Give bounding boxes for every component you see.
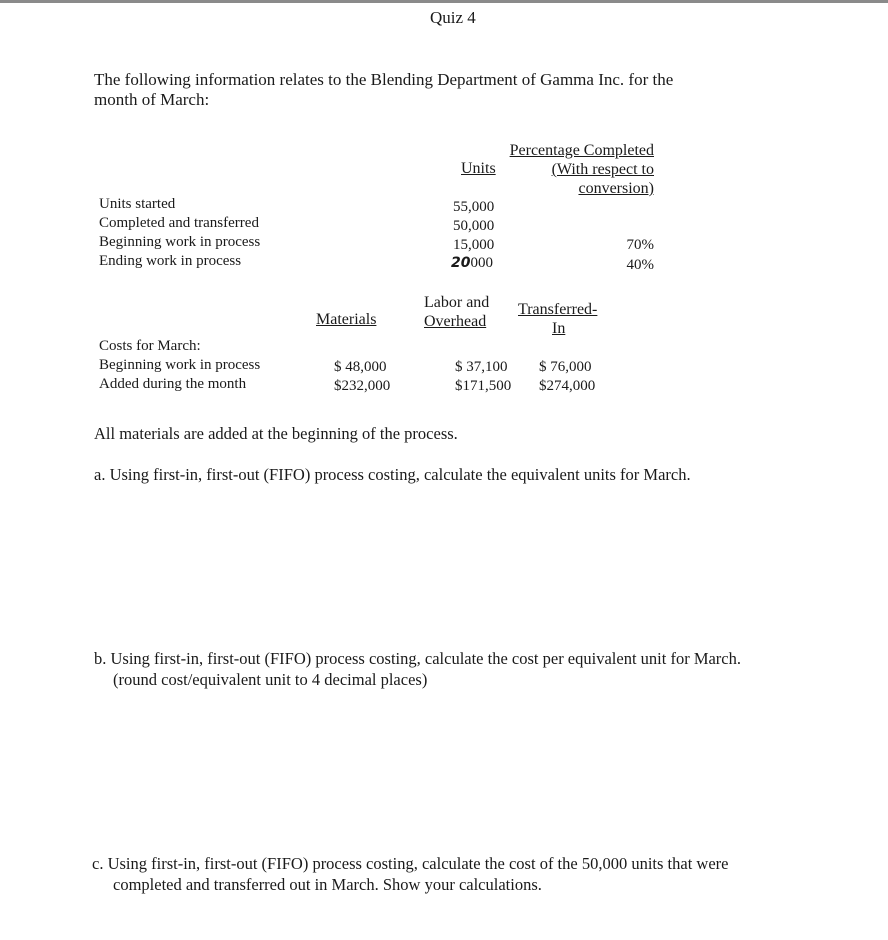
transferred-added-value: $274,000 [539, 378, 596, 394]
top-border [0, 0, 888, 3]
row-label-beginning-wip: Beginning work in process [99, 234, 261, 250]
transferred-header-line-2: In [552, 320, 566, 337]
pct-beginning-wip-value: 70% [626, 237, 654, 253]
handwritten-digits: 20 [451, 255, 471, 271]
cost-row-label-beginning-wip: Beginning work in process [99, 357, 261, 373]
question-a: a. Using first-in, first-out (FIFO) process costing, calculate the equivalent units for March. [94, 465, 691, 484]
labor-header-line-1: Labor and [424, 294, 490, 311]
materials-column-header: Materials [316, 311, 377, 328]
pct-ending-wip-value: 40% [626, 257, 654, 273]
labor-beginning-value: $ 37,100 [455, 359, 508, 375]
transferred-beginning-value: $ 76,000 [539, 359, 592, 375]
labor-added-value: $171,500 [455, 378, 512, 394]
row-label-completed: Completed and transferred [99, 215, 259, 231]
pct-header-line-2: (With respect to [551, 161, 654, 178]
units-completed-value: 50,000 [453, 218, 495, 234]
printed-digits: 000 [470, 255, 493, 271]
intro-line-1: The following information relates to the Blending Department of Gamma Inc. for the [94, 70, 674, 89]
costs-section-label: Costs for March: [99, 338, 201, 354]
transferred-header-line-1: Transferred- [518, 301, 598, 318]
question-b-line-2: (round cost/equivalent unit to 4 decimal places) [113, 670, 428, 689]
intro-paragraph [94, 70, 673, 110]
units-column-header: Units [461, 160, 496, 177]
question-b-line-1: b. Using first-in, first-out (FIFO) process costing, calculate the cost per equivalent unit for March. [94, 649, 742, 668]
units-started-value: 55,000 [453, 199, 495, 215]
units-ending-wip-value [451, 254, 493, 273]
materials-note: All materials are added at the beginning of the process. [94, 424, 458, 443]
pct-header-line-3: conversion) [578, 180, 654, 197]
question-c-line-2: completed and transferred out in March. Show your calculations. [113, 875, 542, 894]
labor-header-line-2: Overhead [424, 313, 487, 330]
pct-header-line-1: Percentage Completed [509, 142, 654, 159]
materials-added-value: $232,000 [334, 378, 391, 394]
cost-row-label-added: Added during the month [99, 376, 247, 392]
units-beginning-wip-value: 15,000 [453, 237, 495, 253]
intro-line-2: month of March: [94, 90, 210, 109]
row-label-ending-wip: Ending work in process [99, 253, 242, 269]
row-label-units-started: Units started [99, 196, 176, 212]
page-title: Quiz 4 [430, 8, 476, 27]
materials-beginning-value: $ 48,000 [334, 359, 387, 375]
question-c-line-1: c. Using first-in, first-out (FIFO) process costing, calculate the cost of the 50,000 units that were [92, 854, 729, 873]
